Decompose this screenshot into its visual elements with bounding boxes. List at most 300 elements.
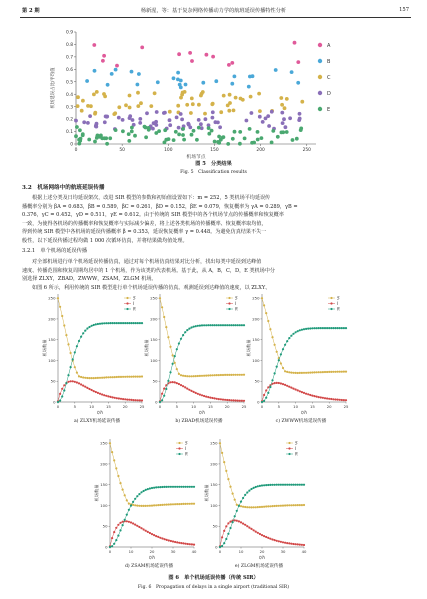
fig6-point-I: [339, 399, 341, 401]
fig6-point-R: [232, 521, 234, 523]
fig6-point-R: [205, 324, 207, 326]
fig6-point-R: [220, 324, 222, 326]
fig5-point: [258, 115, 262, 119]
fig5-point: [257, 92, 261, 96]
fig6-point-R: [240, 501, 242, 503]
fig6-ytick: 200: [100, 461, 108, 467]
fig5-point: [210, 129, 214, 133]
fig5-point: [219, 110, 223, 114]
fig6-point-S: [341, 371, 343, 373]
fig5-point: [252, 141, 256, 145]
fig6-ytick: 50: [152, 378, 158, 384]
fig6-point-S: [182, 375, 184, 377]
fig6-point-I: [301, 391, 303, 393]
fig6-point-S: [65, 334, 67, 336]
fig6-point-R: [297, 484, 299, 486]
fig6-point-S: [223, 461, 225, 463]
fig6-point-I: [187, 543, 189, 545]
fig6-point-R: [332, 327, 334, 329]
fig5-point: [147, 126, 151, 130]
fig6-point-R: [97, 323, 99, 325]
fig5-point: [117, 105, 121, 109]
fig6-point-S: [130, 376, 132, 378]
fig6-point-I: [224, 399, 226, 401]
fig5-point: [276, 135, 280, 139]
fig6-point-I: [143, 528, 145, 530]
fig6-point-I: [174, 381, 176, 383]
fig6-point-S: [109, 442, 111, 444]
fig6-point-R: [180, 486, 182, 488]
fig6-point-S: [282, 505, 284, 507]
fig6-point-R: [172, 486, 174, 488]
fig6-xtick: 25: [343, 404, 349, 409]
text-line: 对全部机场进行单个机场延误传播仿真，通过对每个机场仿真结果对比分析，找出每类中延误到达峰值: [32, 259, 262, 265]
fig5-point: [154, 131, 158, 135]
fig6-point-R: [103, 322, 105, 324]
fig6-point-R: [101, 322, 103, 324]
fig5-legend-label: C: [327, 74, 331, 81]
fig6-point-R: [261, 401, 263, 403]
fig5-ytick: 0.4: [66, 92, 73, 98]
fig6-point-I: [105, 395, 107, 397]
fig6-point-I: [93, 390, 95, 392]
fig6-point-R: [218, 324, 220, 326]
fig6-point-S: [59, 306, 61, 308]
fig5-point: [201, 81, 205, 85]
fig5-point: [87, 138, 91, 142]
fig6-point-R: [72, 358, 74, 360]
fig6-point-I: [132, 522, 134, 524]
fig5-point: [234, 96, 238, 100]
fig6-point-S: [140, 505, 142, 507]
fig6-xtick: 20: [224, 404, 230, 409]
fig6-point-S: [147, 505, 149, 507]
fig5-legend-marker: [318, 59, 322, 63]
fig6-point-S: [221, 452, 223, 454]
fig6-ytick: 200: [252, 316, 260, 322]
fig6-point-R: [303, 484, 305, 486]
fig6-ytick: 250: [100, 440, 108, 446]
fig6-point-S: [316, 371, 318, 373]
fig6-point-S: [216, 374, 218, 376]
fig6-point-R: [88, 326, 90, 328]
fig6-point-R: [114, 322, 116, 324]
fig6-point-S: [271, 336, 273, 338]
fig6-series-R: [110, 487, 194, 547]
fig5-point: [192, 129, 196, 133]
fig6-point-I: [236, 520, 238, 522]
fig6-point-I: [292, 543, 294, 545]
fig6-point-S: [332, 371, 334, 373]
text-line: 速度、传播范围和恢复周期均居中的 1 个机场，作为该类的代表机场。基于此，从 A，B，C，D，E 类机场中分: [22, 267, 275, 274]
fig6-point-R: [176, 348, 178, 350]
fig6-point-R: [282, 484, 284, 486]
fig6-point-R: [138, 493, 140, 495]
fig6-point-I: [255, 531, 257, 533]
fig6-point-I: [191, 543, 193, 545]
fig6-point-I: [128, 521, 130, 523]
fig6-point-R: [225, 538, 227, 540]
fig5-point: [226, 142, 230, 146]
fig6-point-I: [163, 388, 165, 390]
fig5-point: [256, 130, 260, 134]
fig6-point-S: [284, 504, 286, 506]
fig6-legend-marker: [330, 297, 332, 299]
fig6-ytick: 200: [210, 461, 218, 467]
fig6-point-R: [209, 324, 211, 326]
fig6-point-R: [184, 331, 186, 333]
fig5-point: [211, 110, 215, 114]
fig5-point: [280, 103, 284, 107]
fig5-point: [197, 118, 201, 122]
fig6-point-S: [182, 503, 184, 505]
fig5-point: [176, 71, 180, 75]
fig6-point-I: [235, 399, 237, 401]
fig6-point-S: [97, 377, 99, 379]
fig6-point-S: [93, 377, 95, 379]
fig6-series-S: [262, 298, 346, 373]
fig6-point-S: [253, 506, 255, 508]
fig5-point: [104, 136, 108, 140]
fig6-point-R: [265, 484, 267, 486]
fig6-point-S: [255, 506, 257, 508]
fig6-series-R: [262, 328, 346, 402]
fig6-point-S: [290, 372, 292, 374]
fig6-point-S: [265, 505, 267, 507]
fig6-point-I: [257, 532, 259, 534]
fig6-point-S: [232, 374, 234, 376]
fig6-point-S: [225, 470, 227, 472]
fig6-point-R: [238, 505, 240, 507]
fig6-point-I: [197, 393, 199, 395]
fig6-point-I: [239, 400, 241, 402]
fig6-point-S: [305, 372, 307, 374]
fig6-point-I: [282, 383, 284, 385]
fig6-point-R: [239, 324, 241, 326]
fig6-point-I: [343, 399, 345, 401]
fig6-point-I: [299, 544, 301, 546]
fig6-point-R: [76, 345, 78, 347]
fig6-point-S: [190, 375, 192, 377]
fig6-point-I: [230, 399, 232, 401]
fig5-point: [127, 132, 131, 136]
fig6-point-R: [149, 487, 151, 489]
fig6-point-I: [263, 394, 265, 396]
fig6-point-S: [286, 504, 288, 506]
fig6-point-R: [153, 487, 155, 489]
fig6-point-I: [130, 521, 132, 523]
fig6-point-I: [261, 534, 263, 536]
fig6-point-S: [328, 371, 330, 373]
fig6-point-I: [97, 392, 99, 394]
fig6-point-S: [278, 505, 280, 507]
fig6-point-S: [115, 467, 117, 469]
fig6-point-S: [167, 336, 169, 338]
fig5-point: [103, 120, 107, 124]
fig5-point: [285, 97, 289, 101]
fig6-point-R: [320, 327, 322, 329]
fig6-ytick: 0: [105, 544, 108, 550]
fig6-xtick: 25: [241, 404, 247, 409]
fig6-point-I: [211, 397, 213, 399]
fig6-point-I: [130, 399, 132, 401]
fig5-point: [241, 98, 245, 102]
fig5-point: [231, 137, 235, 141]
fig6-point-R: [67, 374, 69, 376]
fig6-point-R: [99, 323, 101, 325]
fig5-point: [180, 118, 184, 122]
fig6-point-I: [109, 396, 111, 398]
fig6-point-R: [316, 327, 318, 329]
fig6-point-I: [186, 388, 188, 390]
fig5-point: [282, 117, 286, 121]
fig6-point-R: [236, 510, 238, 512]
fig6-point-I: [276, 382, 278, 384]
fig6-point-R: [324, 327, 326, 329]
fig6-point-S: [195, 375, 197, 377]
fig6-series-S: [220, 443, 304, 507]
fig6-point-R: [80, 336, 82, 338]
fig6-point-I: [114, 397, 116, 399]
fig6-legend-marker: [178, 447, 180, 449]
fig6-ytick: 100: [100, 502, 108, 508]
fig6-point-S: [269, 328, 271, 330]
fig6-point-R: [161, 399, 163, 401]
fig6-legend-marker: [126, 308, 128, 310]
fig6-xtick: 40: [191, 549, 197, 554]
fig6-point-I: [88, 388, 90, 390]
fig6-point-I: [288, 386, 290, 388]
fig6-point-I: [320, 396, 322, 398]
fig6-point-S: [324, 371, 326, 373]
fig6-point-S: [232, 493, 234, 495]
fig6-point-I: [284, 384, 286, 386]
fig6-point-I: [295, 388, 297, 390]
section-heading: 3.2 机场网络中的航班延误传播: [22, 185, 105, 191]
fig6-point-I: [111, 537, 113, 539]
fig6-xtick: 15: [207, 404, 213, 409]
fig6-point-I: [95, 391, 97, 393]
fig6-point-I: [265, 536, 267, 538]
fig6-xlabel: t/h: [301, 410, 307, 415]
fig6-point-R: [290, 335, 292, 337]
fig6-point-I: [135, 399, 137, 401]
fig6-point-S: [239, 374, 241, 376]
fig5-point: [112, 112, 116, 116]
fig5-point: [155, 110, 159, 114]
fig5-point: [138, 117, 142, 121]
fig6-point-R: [105, 322, 107, 324]
fig6-point-R: [299, 329, 301, 331]
fig6-legend-marker: [228, 308, 230, 310]
fig5-point: [183, 90, 187, 94]
fig6-point-I: [70, 380, 72, 382]
fig6-point-I: [76, 381, 78, 383]
fig5-point: [189, 111, 193, 115]
fig6-point-R: [284, 484, 286, 486]
fig5-point: [218, 125, 222, 129]
fig6-point-I: [180, 542, 182, 544]
fig5-point: [172, 138, 176, 142]
fig6-point-I: [227, 522, 229, 524]
fig6-point-S: [86, 377, 88, 379]
fig5-point: [136, 104, 140, 108]
fig5-point: [92, 93, 96, 97]
fig6-point-S: [163, 316, 165, 318]
fig6-point-S: [137, 376, 139, 378]
fig5-point: [191, 102, 195, 106]
fig5-point: [271, 129, 275, 133]
fig6-point-R: [253, 487, 255, 489]
fig6-point-R: [334, 327, 336, 329]
fig6-legend-label: R: [295, 451, 298, 457]
fig5-point: [238, 130, 242, 134]
fig6-point-I: [155, 535, 157, 537]
fig5-point: [284, 125, 288, 129]
fig6-point-I: [180, 384, 182, 386]
fig5-point: [195, 138, 199, 142]
fig6-point-I: [318, 396, 320, 398]
fig6-point-I: [122, 398, 124, 400]
fig6-series-I: [160, 382, 244, 401]
fig5-point: [201, 90, 205, 94]
fig6-point-R: [278, 484, 280, 486]
fig6-point-I: [259, 533, 261, 535]
fig6-point-I: [113, 531, 115, 533]
fig6-ytick: 150: [210, 482, 218, 488]
fig6-point-R: [286, 340, 288, 342]
fig6-point-R: [91, 325, 93, 327]
fig6-point-R: [190, 326, 192, 328]
fig5-legend-label: E: [327, 106, 331, 113]
fig6-point-I: [67, 381, 69, 383]
fig6-point-S: [166, 504, 168, 506]
fig6-ytick: 250: [252, 295, 260, 301]
fig6-panel-chart: [42, 290, 152, 424]
fig6-point-I: [59, 393, 61, 395]
fig6-point-R: [109, 546, 111, 548]
fig5-point: [295, 137, 299, 141]
fig6-point-I: [99, 393, 101, 395]
fig6-point-I: [243, 400, 245, 402]
fig6-ytick: 100: [252, 357, 260, 363]
fig5-point: [156, 80, 160, 84]
fig6-point-S: [128, 503, 130, 505]
fig6-point-S: [299, 372, 301, 374]
fig6-panel-caption: b) ZBAD机场延误传播: [175, 419, 223, 424]
fig6-point-I: [161, 393, 163, 395]
fig6-point-R: [193, 326, 195, 328]
fig6-point-R: [257, 485, 259, 487]
fig6-point-R: [107, 322, 109, 324]
fig6-point-S: [197, 375, 199, 377]
fig5-ytick: 0.2: [66, 117, 73, 123]
fig5-point: [76, 95, 80, 99]
fig6-ytick: 200: [48, 316, 56, 322]
fig5-point: [130, 70, 134, 74]
fig6-point-S: [242, 506, 244, 508]
fig6-point-R: [174, 486, 176, 488]
fig6-point-R: [203, 324, 205, 326]
fig6-point-I: [274, 382, 276, 384]
fig5-legend-marker: [318, 91, 322, 95]
fig6-point-R: [111, 545, 113, 547]
fig5-point: [81, 132, 85, 136]
fig5-point: [179, 86, 183, 90]
fig5-point: [216, 140, 220, 144]
fig6-point-R: [180, 338, 182, 340]
fig6-point-S: [141, 375, 143, 377]
fig6-point-R: [345, 327, 347, 329]
fig6-point-I: [311, 395, 313, 397]
fig5-point: [211, 102, 215, 106]
fig6-point-I: [303, 392, 305, 394]
fig6-point-R: [178, 342, 180, 344]
fig6-point-S: [244, 506, 246, 508]
fig6-point-R: [151, 487, 153, 489]
fig5-point: [105, 115, 109, 119]
fig6-point-I: [269, 538, 271, 540]
fig6-legend-label: R: [337, 306, 340, 312]
fig6-point-R: [188, 328, 190, 330]
fig5-xlabel: 机场节点: [186, 155, 206, 159]
fig6-point-R: [140, 491, 142, 493]
fig6-panel-caption: c) ZWWW机场延误传播: [275, 419, 327, 424]
fig6-point-S: [174, 503, 176, 505]
fig6-point-R: [174, 355, 176, 357]
fig6-point-I: [295, 543, 297, 545]
fig5-ylabel: 机场延误占比/平均值: [51, 67, 56, 109]
fig6-point-S: [201, 375, 203, 377]
fig5-point: [245, 119, 249, 123]
fig6-point-S: [224, 374, 226, 376]
fig6-point-S: [271, 505, 273, 507]
fig6-point-I: [326, 397, 328, 399]
fig5-point: [153, 91, 157, 95]
fig6-point-R: [164, 486, 166, 488]
fig6-point-R: [141, 322, 143, 324]
fig6-point-I: [278, 382, 280, 384]
fig5-point: [74, 119, 78, 123]
fig6-point-R: [244, 494, 246, 496]
fig6-point-S: [109, 376, 111, 378]
fig5-point: [250, 111, 254, 115]
fig6-point-R: [187, 486, 189, 488]
fig6-point-S: [178, 373, 180, 375]
fig6-point-R: [311, 327, 313, 329]
fig6-legend-label: I: [185, 445, 187, 451]
fig6-point-R: [70, 366, 72, 368]
fig6-point-S: [136, 505, 138, 507]
fig6-point-R: [290, 484, 292, 486]
fig6-legend-marker: [288, 447, 290, 449]
fig5-ytick: 0.9: [66, 30, 73, 36]
fig6-point-I: [151, 533, 153, 535]
fig5-point: [179, 79, 183, 83]
fig6-point-I: [84, 386, 86, 388]
fig6-legend-marker: [178, 453, 180, 455]
fig5-point: [270, 110, 274, 114]
fig6-point-S: [191, 503, 193, 505]
fig6-point-R: [221, 545, 223, 547]
fig6-point-I: [324, 397, 326, 399]
fig6-point-R: [255, 486, 257, 488]
fig6-ylabel: 机场数量: [94, 484, 99, 502]
fig6-point-R: [292, 484, 294, 486]
fig6-point-R: [157, 486, 159, 488]
fig5-point: [214, 79, 218, 83]
fig6-point-I: [189, 543, 191, 545]
